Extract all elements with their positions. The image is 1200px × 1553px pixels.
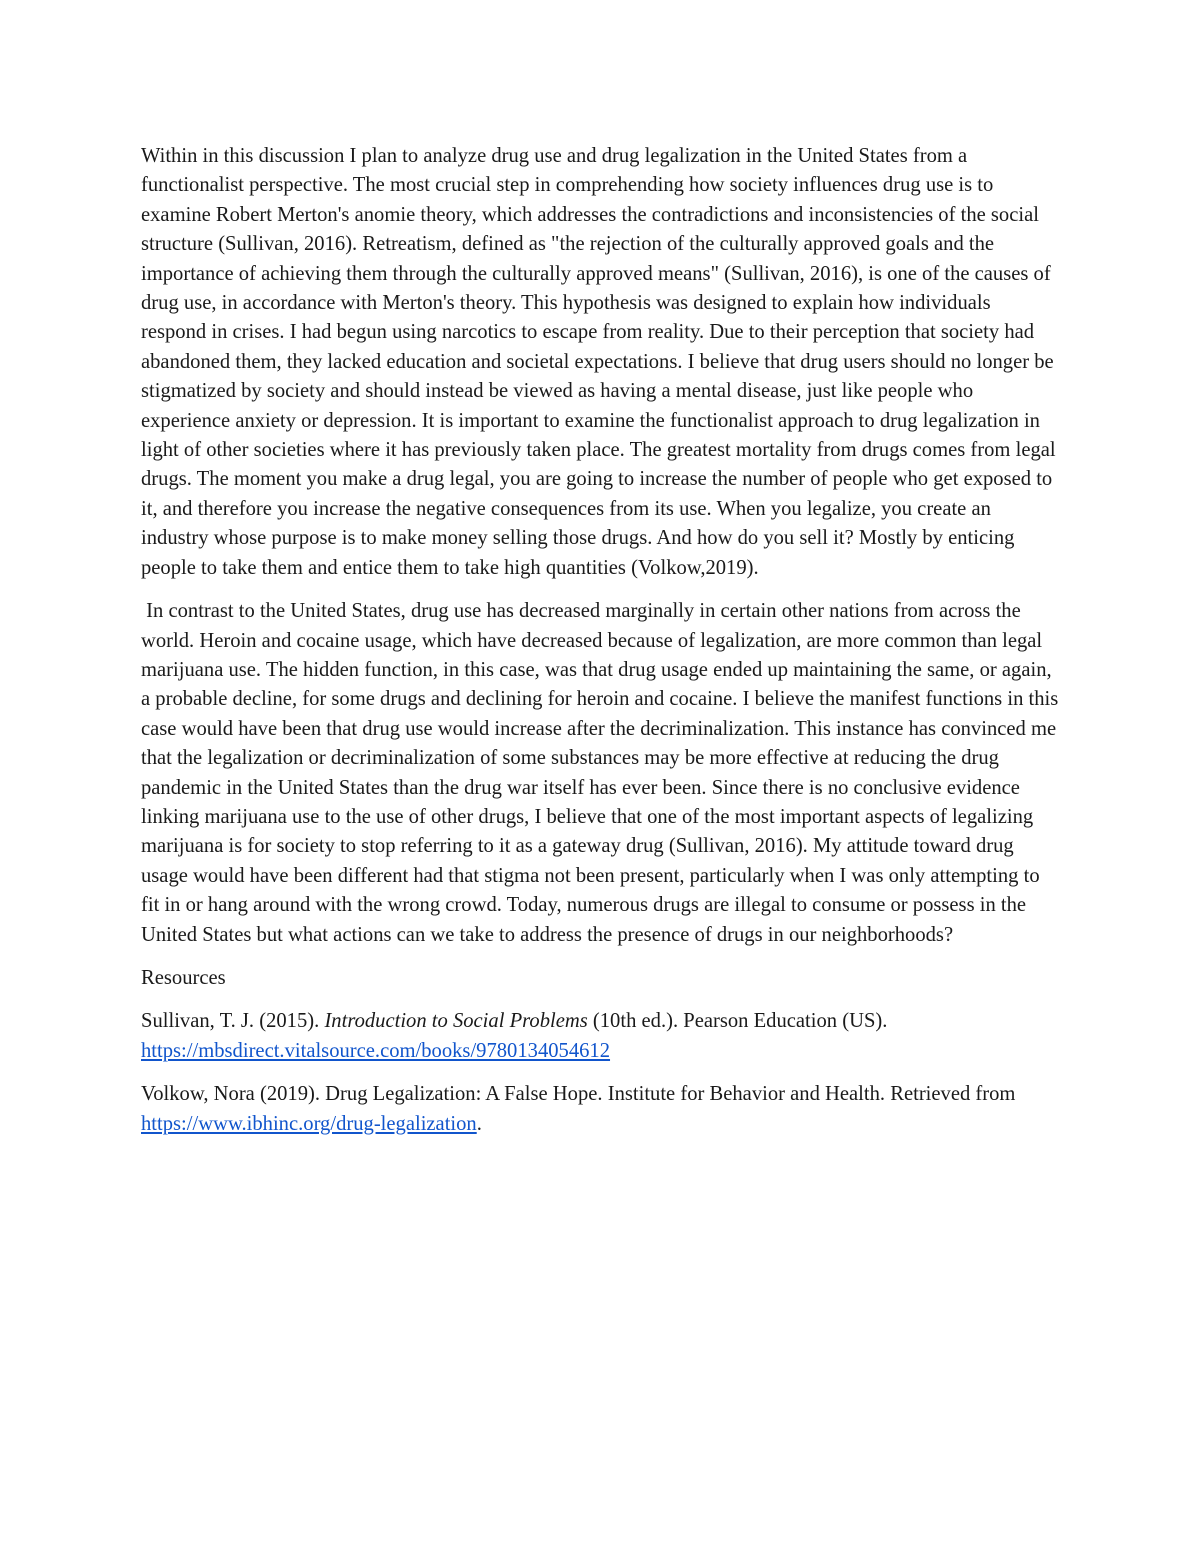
ref1-suffix: (10th ed.). Pearson Education (US). [587, 1010, 888, 1033]
ref2-link[interactable]: https://www.ibhinc.org/drug-legalization [141, 1112, 477, 1135]
ref2-suffix: . [476, 1112, 482, 1135]
reference-volkow [141, 1080, 1059, 1139]
paragraph-1: Within in this discussion I plan to analyze drug use and drug legalization in the United States from a functionalist perspective. The most crucial step in comprehending how society influences drug use is to examine Robert Merton's anomie theory, which addresses the contradictions and inconsistencies of the social structure (Sullivan, 2016). Retreatism, defined as "the rejection of the culturally approved goals and the importance of achieving them through the culturally approved means" (Sullivan, 2016), is one of the causes of drug use, in accordance with Merton's theory. This hypothesis was designed to explain how individuals respond in crises. I had begun using narcotics to escape from reality. Due to their perception that society had abandoned them, they lacked education and societal expectations. I believe that drug users should no longer be stigmatized by society and should instead be viewed as having a mental disease, just like people who experience anxiety or depression. It is important to examine the functionalist approach to drug legalization in light of other societies where it has previously taken place. The greatest mortality from drugs comes from legal drugs. The moment you make a drug legal, you are going to increase the number of people who get exposed to it, and therefore you increase the negative consequences from its use. When you legalize, you create an industry whose purpose is to make money selling those drugs. And how do you sell it? Mostly by enticing people to take them and entice them to take high quantities (Volkow,2019). [141, 145, 1056, 579]
resources-heading: Resources [141, 966, 226, 989]
ref1-link[interactable]: https://mbsdirect.vitalsource.com/books/9780134054612 [141, 1039, 611, 1062]
reference-sullivan [141, 1007, 1059, 1066]
ref2-prefix: Volkow, Nora (2019). Drug Legalization: A False Hope. Institute for Behavior and Health. Retrieved from [141, 1083, 1016, 1106]
ref1-title: Introduction to Social Problems [324, 1010, 588, 1033]
ref1-prefix: Sullivan, T. J. (2015). [141, 1010, 325, 1033]
paragraph-2: In contrast to the United States, drug use has decreased marginally in certain other nations from across the world. Heroin and cocaine usage, which have decreased because of legalization, are more common than legal marijuana use. The hidden function, in this case, was that drug usage ended up maintaining the same, or again, a probable decline, for some drugs and declining for heroin and cocaine. I believe the manifest functions in this case would have been that drug use would increase after the decriminalization. This instance has convinced me that the legalization or decriminalization of some substances may be more effective at reducing the drug pandemic in the United States than the drug war itself has ever been. Since there is no conclusive evidence linking marijuana use to the use of other drugs, I believe that one of the most important aspects of legalizing marijuana is for society to stop referring to it as a gateway drug (Sullivan, 2016). My attitude toward drug usage would have been different had that stigma not been present, particularly when I was only attempting to fit in or hang around with the wrong crowd. Today, numerous drugs are illegal to consume or possess in the United States but what actions can we take to address the presence of drugs in our neighborhoods? [141, 600, 1064, 946]
document-body [141, 142, 1064, 1153]
